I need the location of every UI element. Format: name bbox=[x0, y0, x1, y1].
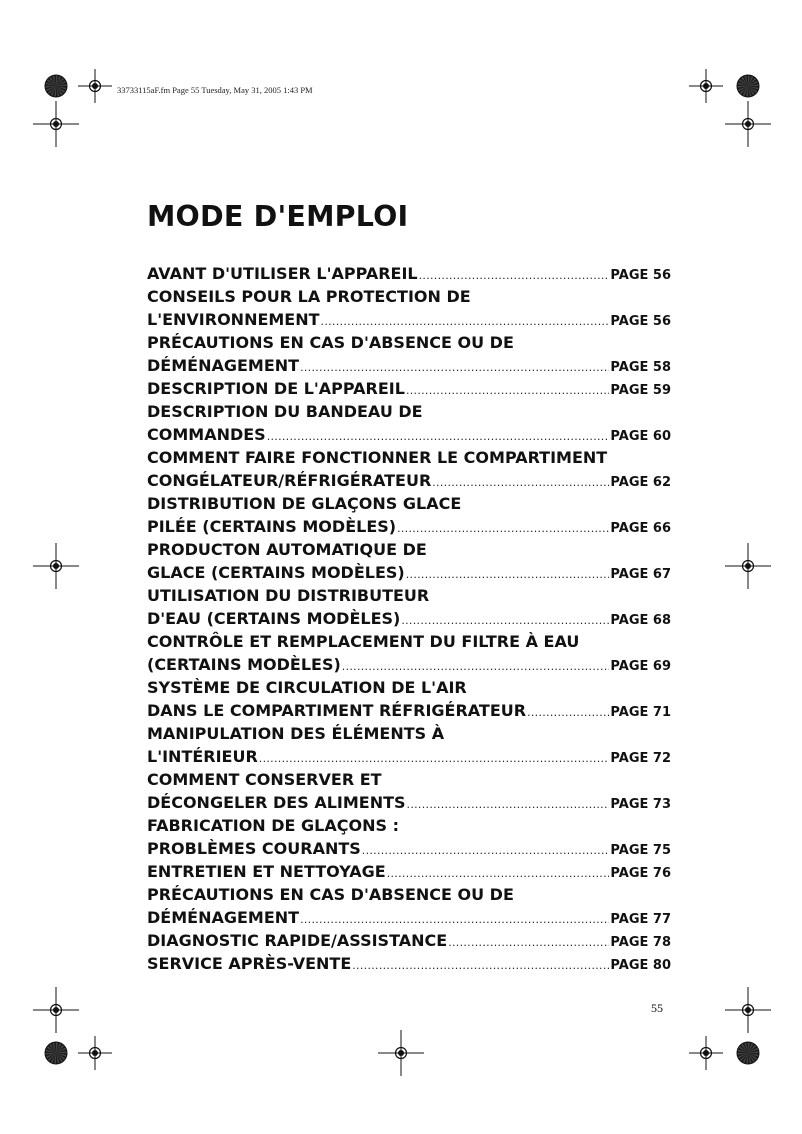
dot-leader bbox=[259, 747, 610, 770]
toc-entry bbox=[147, 400, 671, 446]
registration-mark-icon bbox=[78, 69, 112, 103]
toc-entry-title: PRÉCAUTIONS EN CAS D'ABSENCE OU DE bbox=[147, 333, 514, 352]
toc-page-ref: PAGE 75 bbox=[610, 843, 671, 858]
toc-entry-title: COMMANDES bbox=[147, 425, 266, 444]
toc-line bbox=[147, 584, 671, 607]
toc-entry bbox=[147, 929, 671, 952]
dot-leader bbox=[267, 425, 610, 448]
toc-entry-title: PRÉCAUTIONS EN CAS D'ABSENCE OU DE bbox=[147, 885, 514, 904]
toc-entry-title: UTILISATION DU DISTRIBUTEUR bbox=[147, 586, 430, 605]
toc-entry-title: PILÉE (CERTAINS MODÈLES) bbox=[147, 517, 397, 536]
toc-entry bbox=[147, 883, 671, 929]
toc-entry-title: AVANT D'UTILISER L'APPAREIL bbox=[147, 264, 418, 283]
toc-entry-title: DESCRIPTION DU BANDEAU DE bbox=[147, 402, 423, 421]
toc-line bbox=[147, 791, 671, 814]
dot-leader bbox=[300, 908, 609, 931]
toc-entry-title: DESCRIPTION DE L'APPAREIL bbox=[147, 379, 405, 398]
toc-line bbox=[147, 285, 671, 308]
toc-entry-title: (CERTAINS MODÈLES) bbox=[147, 655, 341, 674]
toc-line bbox=[147, 768, 671, 791]
toc-page-ref: PAGE 72 bbox=[610, 751, 671, 766]
toc-entry bbox=[147, 538, 671, 584]
registration-mark-icon bbox=[33, 987, 79, 1033]
toc-page-ref: PAGE 67 bbox=[610, 567, 671, 582]
toc-line bbox=[147, 308, 671, 331]
dot-leader bbox=[448, 931, 609, 954]
toc-entry-title: DÉMÉNAGEMENT bbox=[147, 356, 300, 375]
toc-line bbox=[147, 423, 671, 446]
toc-entry-title: DISTRIBUTION DE GLAÇONS GLACE bbox=[147, 494, 462, 513]
toc-page-ref: PAGE 56 bbox=[610, 314, 671, 329]
toc-entry bbox=[147, 331, 671, 377]
toc-line bbox=[147, 860, 671, 883]
toc-entry bbox=[147, 377, 671, 400]
registration-mark-icon bbox=[725, 987, 771, 1033]
toc-line bbox=[147, 653, 671, 676]
toc-entry-title: DÉMÉNAGEMENT bbox=[147, 908, 300, 927]
toc-page-ref: PAGE 78 bbox=[610, 935, 671, 950]
toc-entry-title: D'EAU (CERTAINS MODÈLES) bbox=[147, 609, 401, 628]
toc-line bbox=[147, 722, 671, 745]
toc-entry bbox=[147, 262, 671, 285]
dot-leader bbox=[527, 701, 609, 724]
toc-entry bbox=[147, 676, 671, 722]
toc-entry-title: FABRICATION DE GLAÇONS : bbox=[147, 816, 399, 835]
toc-line bbox=[147, 515, 671, 538]
toc-page-ref: PAGE 58 bbox=[610, 360, 671, 375]
file-header-meta: 33733115aF.fm Page 55 Tuesday, May 31, 2005 1:43 PM bbox=[117, 85, 313, 95]
registration-mark-icon bbox=[33, 543, 79, 589]
toc-line bbox=[147, 354, 671, 377]
color-target-icon bbox=[44, 1041, 68, 1065]
toc-entry bbox=[147, 446, 671, 492]
toc-entry-title: CONSEILS POUR LA PROTECTION DE bbox=[147, 287, 471, 306]
page-title: MODE D'EMPLOI bbox=[147, 200, 409, 233]
color-target-icon bbox=[736, 1041, 760, 1065]
color-target-icon bbox=[736, 74, 760, 98]
toc-page-ref: PAGE 77 bbox=[610, 912, 671, 927]
toc-page-ref: PAGE 73 bbox=[610, 797, 671, 812]
toc-entry-title: CONGÉLATEUR/RÉFRIGÉRATEUR bbox=[147, 471, 432, 490]
toc-line bbox=[147, 699, 671, 722]
toc-entry-title: GLACE (CERTAINS MODÈLES) bbox=[147, 563, 405, 582]
registration-mark-icon bbox=[78, 1036, 112, 1070]
toc-entry-title: DANS LE COMPARTIMENT RÉFRIGÉRATEUR bbox=[147, 701, 527, 720]
toc-page-ref: PAGE 76 bbox=[610, 866, 671, 881]
dot-leader bbox=[300, 356, 609, 379]
toc-entry-title: COMMENT CONSERVER ET bbox=[147, 770, 382, 789]
table-of-contents bbox=[147, 262, 671, 975]
dot-leader bbox=[362, 839, 610, 862]
toc-line bbox=[147, 906, 671, 929]
dot-leader bbox=[397, 517, 609, 540]
toc-line bbox=[147, 607, 671, 630]
dot-leader bbox=[407, 793, 610, 816]
registration-mark-icon bbox=[725, 543, 771, 589]
dot-leader bbox=[342, 655, 610, 678]
registration-mark-icon bbox=[33, 101, 79, 147]
dot-leader bbox=[432, 471, 609, 494]
toc-page-ref: PAGE 60 bbox=[610, 429, 671, 444]
registration-mark-icon bbox=[689, 69, 723, 103]
dot-leader bbox=[419, 264, 610, 287]
toc-page-ref: PAGE 68 bbox=[610, 613, 671, 628]
toc-line bbox=[147, 745, 671, 768]
toc-entry-title: PRODUCTON AUTOMATIQUE DE bbox=[147, 540, 427, 559]
toc-entry-title: L'ENVIRONNEMENT bbox=[147, 310, 320, 329]
toc-page-ref: PAGE 56 bbox=[610, 268, 671, 283]
toc-line bbox=[147, 331, 671, 354]
toc-page-ref: PAGE 66 bbox=[610, 521, 671, 536]
toc-entry-title: SYSTÈME DE CIRCULATION DE L'AIR bbox=[147, 678, 467, 697]
toc-line bbox=[147, 630, 671, 653]
toc-line bbox=[147, 837, 671, 860]
toc-entry-title: L'INTÉRIEUR bbox=[147, 747, 258, 766]
dot-leader bbox=[352, 954, 609, 977]
toc-page-ref: PAGE 80 bbox=[610, 958, 671, 973]
toc-page-ref: PAGE 69 bbox=[610, 659, 671, 674]
toc-entry-title: SERVICE APRÈS-VENTE bbox=[147, 954, 352, 973]
registration-mark-icon bbox=[725, 101, 771, 147]
dot-leader bbox=[321, 310, 610, 333]
toc-entry bbox=[147, 285, 671, 331]
toc-line bbox=[147, 400, 671, 423]
color-target-icon bbox=[44, 74, 68, 98]
toc-line bbox=[147, 538, 671, 561]
toc-line bbox=[147, 377, 671, 400]
toc-entry bbox=[147, 860, 671, 883]
toc-entry-title: DÉCONGELER DES ALIMENTS bbox=[147, 793, 406, 812]
dot-leader bbox=[387, 862, 610, 885]
toc-entry-title: CONTRÔLE ET REMPLACEMENT DU FILTRE À EAU bbox=[147, 632, 580, 651]
toc-line bbox=[147, 929, 671, 952]
dot-leader bbox=[406, 379, 609, 402]
toc-entry-title: PROBLÈMES COURANTS bbox=[147, 839, 361, 858]
toc-entry-title: ENTRETIEN ET NETTOYAGE bbox=[147, 862, 386, 881]
registration-mark-icon bbox=[378, 1030, 424, 1076]
toc-line bbox=[147, 446, 671, 469]
toc-line bbox=[147, 561, 671, 584]
toc-entry-title: DIAGNOSTIC RAPIDE/ASSISTANCE bbox=[147, 931, 448, 950]
toc-entry bbox=[147, 768, 671, 814]
toc-page-ref: PAGE 59 bbox=[610, 383, 671, 398]
toc-entry-title: MANIPULATION DES ÉLÉMENTS À bbox=[147, 724, 445, 743]
toc-line bbox=[147, 676, 671, 699]
toc-entry-title: COMMENT FAIRE FONCTIONNER LE COMPARTIMENT bbox=[147, 448, 608, 467]
toc-entry bbox=[147, 630, 671, 676]
toc-line bbox=[147, 883, 671, 906]
toc-page-ref: PAGE 71 bbox=[610, 705, 671, 720]
toc-line bbox=[147, 814, 671, 837]
toc-line bbox=[147, 469, 671, 492]
toc-entry bbox=[147, 584, 671, 630]
toc-line bbox=[147, 952, 671, 975]
toc-line bbox=[147, 262, 671, 285]
toc-entry bbox=[147, 492, 671, 538]
toc-entry bbox=[147, 952, 671, 975]
toc-line bbox=[147, 492, 671, 515]
toc-page-ref: PAGE 62 bbox=[610, 475, 671, 490]
toc-entry bbox=[147, 814, 671, 860]
page-number: 55 bbox=[651, 1001, 663, 1015]
toc-entry bbox=[147, 722, 671, 768]
registration-mark-icon bbox=[689, 1036, 723, 1070]
dot-leader bbox=[401, 609, 609, 632]
dot-leader bbox=[406, 563, 610, 586]
